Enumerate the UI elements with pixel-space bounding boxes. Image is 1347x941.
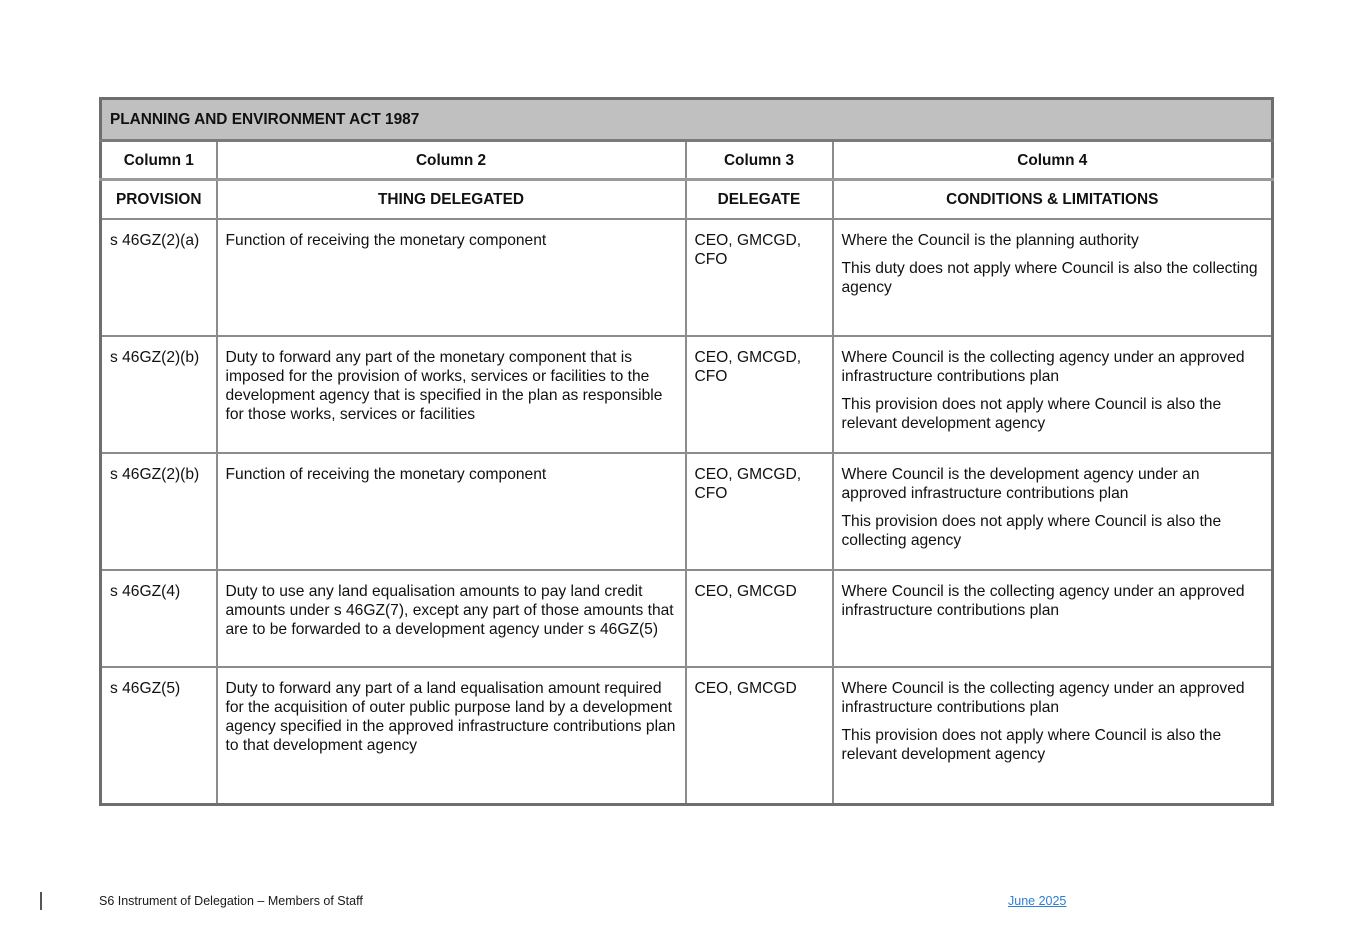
condition-text: Where the Council is the planning authority [841, 232, 1139, 249]
column-number-3: Column 3 [686, 141, 833, 180]
provision-cell: s 46GZ(4) [101, 570, 217, 667]
act-title: PLANNING AND ENVIRONMENT ACT 1987 [101, 99, 1273, 141]
change-bar-marker [40, 892, 42, 910]
delegate-cell: CEO, GMCGD [686, 570, 833, 667]
provision-cell: s 46GZ(2)(a) [101, 219, 217, 336]
table-row [101, 570, 1273, 667]
column-number-4: Column 4 [833, 141, 1273, 180]
thing-delegated-cell: Duty to use any land equalisation amounts to pay land credit amounts under s 46GZ(7), except any part of those amounts that are to be forwarded to a development agency under s 46GZ(5) [217, 570, 686, 667]
delegation-table [99, 97, 1274, 806]
provision-cell: s 46GZ(5) [101, 667, 217, 805]
heading-conditions: CONDITIONS & LIMITATIONS [833, 180, 1273, 220]
thing-delegated-cell: Function of receiving the monetary component [217, 219, 686, 336]
conditions-cell [833, 336, 1273, 453]
heading-thing-delegated: THING DELEGATED [217, 180, 686, 220]
condition-text: This provision does not apply where Council is also the relevant development agency [841, 727, 1222, 763]
delegate-cell: CEO, GMCGD, CFO [686, 336, 833, 453]
footer-date-link[interactable]: June 2025 [1008, 894, 1067, 908]
condition-text: Where Council is the collecting agency under an approved infrastructure contributions plan [841, 349, 1245, 385]
conditions-cell [833, 219, 1273, 336]
column-number-row [101, 141, 1273, 180]
footer-document-title: S6 Instrument of Delegation – Members of Staff [99, 894, 363, 908]
provision-cell: s 46GZ(2)(b) [101, 336, 217, 453]
provision-cell: s 46GZ(2)(b) [101, 453, 217, 570]
table-row [101, 219, 1273, 336]
table-row [101, 336, 1273, 453]
thing-delegated-cell: Function of receiving the monetary component [217, 453, 686, 570]
conditions-cell [833, 667, 1273, 805]
condition-text: Where Council is the development agency under an approved infrastructure contributions plan [841, 466, 1200, 502]
act-title-row [101, 99, 1273, 141]
column-number-1: Column 1 [101, 141, 217, 180]
delegate-cell: CEO, GMCGD, CFO [686, 453, 833, 570]
delegate-cell: CEO, GMCGD [686, 667, 833, 805]
thing-delegated-cell: Duty to forward any part of a land equalisation amount required for the acquisition of outer public purpose land by a development agency specified in the approved infrastructure contributions plan to that development agency [217, 667, 686, 805]
condition-text: Where Council is the collecting agency under an approved infrastructure contributions plan [841, 583, 1245, 619]
conditions-cell [833, 570, 1273, 667]
conditions-cell [833, 453, 1273, 570]
condition-text: This provision does not apply where Council is also the relevant development agency [841, 396, 1222, 432]
condition-text: This duty does not apply where Council is also the collecting agency [841, 260, 1258, 296]
heading-delegate: DELEGATE [686, 180, 833, 220]
column-number-2: Column 2 [217, 141, 686, 180]
delegate-cell: CEO, GMCGD, CFO [686, 219, 833, 336]
table-row [101, 453, 1273, 570]
table-row [101, 667, 1273, 805]
condition-text: Where Council is the collecting agency under an approved infrastructure contributions plan [841, 680, 1245, 716]
condition-text: This provision does not apply where Council is also the collecting agency [841, 513, 1222, 549]
column-heading-row [101, 180, 1273, 220]
thing-delegated-cell: Duty to forward any part of the monetary component that is imposed for the provision of works, services or facilities to the development agency that is specified in the plan as responsible for those works, services or facilities [217, 336, 686, 453]
heading-provision: PROVISION [101, 180, 217, 220]
